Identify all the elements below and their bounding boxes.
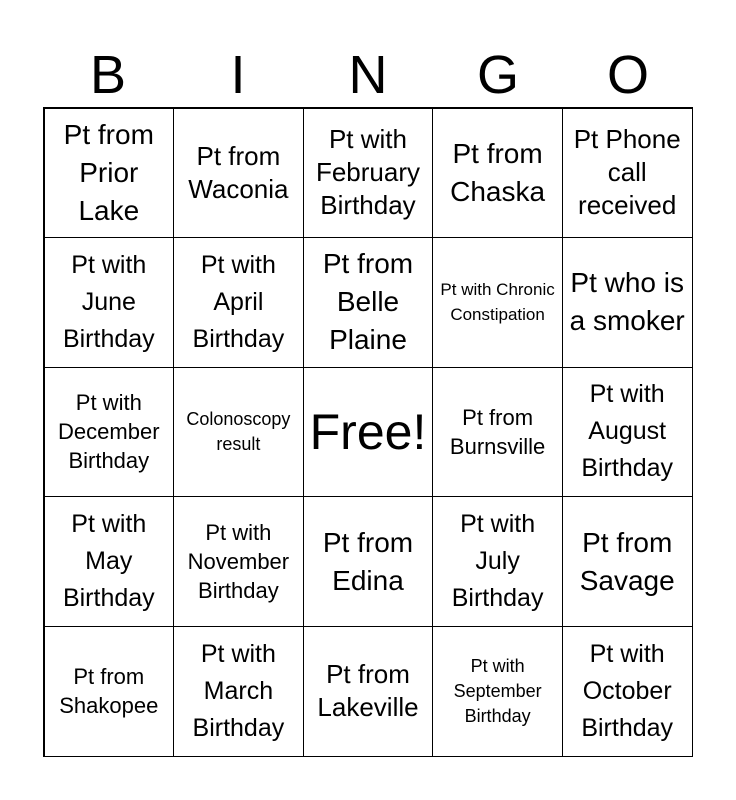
- bingo-cell[interactable]: Colonoscopy result: [173, 367, 304, 498]
- bingo-cell[interactable]: Pt with April Birthday: [173, 237, 304, 368]
- bingo-cell[interactable]: Pt from Lakeville: [303, 626, 434, 757]
- bingo-cell[interactable]: Pt with February Birthday: [303, 108, 434, 239]
- bingo-cell[interactable]: Pt from Savage: [562, 496, 693, 627]
- bingo-cell[interactable]: Pt with June Birthday: [44, 237, 175, 368]
- bingo-card: [43, 107, 693, 757]
- header-letter-g: G: [476, 45, 519, 105]
- bingo-cell[interactable]: Pt from Belle Plaine: [303, 237, 434, 368]
- free-space[interactable]: Free!: [303, 367, 434, 498]
- header-letter-b: B: [89, 45, 127, 105]
- bingo-cell[interactable]: Pt with December Birthday: [44, 367, 175, 498]
- bingo-cell[interactable]: Pt with August Birthday: [562, 367, 693, 498]
- bingo-cell[interactable]: Pt from Waconia: [173, 108, 304, 239]
- header-letter-i: I: [230, 45, 246, 105]
- bingo-cell[interactable]: Pt from Edina: [303, 496, 434, 627]
- bingo-cell[interactable]: Pt from Prior Lake: [44, 108, 175, 239]
- bingo-cell[interactable]: Pt with Chronic Constipation: [432, 237, 563, 368]
- bingo-cell[interactable]: Pt who is a smoker: [562, 237, 693, 368]
- bingo-cell[interactable]: Pt from Chaska: [432, 108, 563, 239]
- bingo-cell[interactable]: Pt with May Birthday: [44, 496, 175, 627]
- bingo-cell[interactable]: Pt with September Birthday: [432, 626, 563, 757]
- bingo-cell[interactable]: Pt from Shakopee: [44, 626, 175, 757]
- bingo-cell[interactable]: Pt with November Birthday: [173, 496, 304, 627]
- bingo-header: [43, 44, 693, 106]
- header-letter-n: N: [348, 45, 388, 105]
- bingo-cell[interactable]: Pt from Burnsville: [432, 367, 563, 498]
- bingo-cell[interactable]: Pt with March Birthday: [173, 626, 304, 757]
- header-letter-o: O: [606, 45, 649, 105]
- bingo-cell[interactable]: Pt Phone call received: [562, 108, 693, 239]
- bingo-cell[interactable]: Pt with October Birthday: [562, 626, 693, 757]
- bingo-cell[interactable]: Pt with July Birthday: [432, 496, 563, 627]
